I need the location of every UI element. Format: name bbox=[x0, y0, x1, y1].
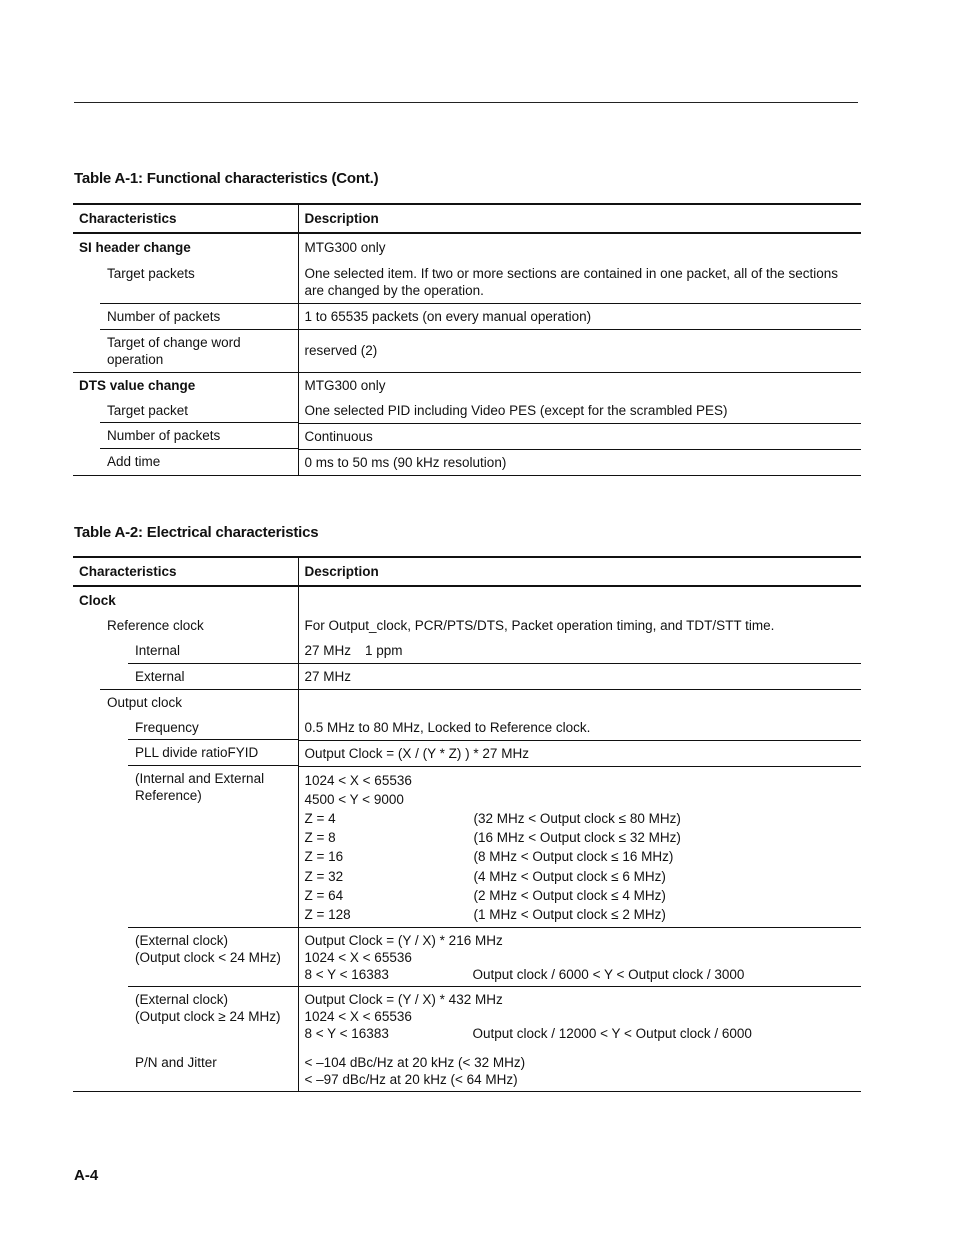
y-limit: Output clock / 6000 < Y < Output clock / 3000 bbox=[472, 967, 745, 983]
y-row bbox=[305, 966, 856, 983]
row-description bbox=[298, 928, 861, 987]
table-row bbox=[73, 638, 861, 664]
x-range: 1024 < X < 65536 bbox=[304, 1009, 412, 1025]
table1-caption: Table A-1: Functional characteristics (Cont.) bbox=[74, 170, 379, 187]
row-label: SI header change bbox=[73, 233, 298, 260]
z-range: (1 MHz < Output clock ≤ 2 MHz) bbox=[473, 906, 666, 922]
table-row bbox=[73, 740, 861, 766]
row-description bbox=[298, 987, 861, 1047]
y-limit: Output clock / 12000 < Y < Output clock / 6000 bbox=[472, 1026, 752, 1042]
table-row bbox=[73, 690, 861, 715]
z-value: Z = 128 bbox=[304, 906, 351, 922]
row-label: DTS value change bbox=[73, 372, 298, 398]
table-row bbox=[73, 233, 861, 260]
z-range: (32 MHz < Output clock ≤ 80 MHz) bbox=[473, 810, 681, 826]
z-value: Z = 4 bbox=[304, 810, 336, 826]
y-range: 8 < Y < 16383 bbox=[304, 967, 389, 983]
table-row bbox=[73, 304, 861, 330]
row-label: Reference clock bbox=[73, 613, 298, 638]
internal-ppm: 1 ppm bbox=[365, 643, 403, 658]
row-description: 0.5 MHz to 80 MHz, Locked to Reference clock. bbox=[298, 715, 861, 741]
z-value: Z = 32 bbox=[304, 868, 344, 884]
table-row bbox=[73, 372, 861, 398]
table-row bbox=[73, 260, 861, 304]
label-line: Reference) bbox=[135, 788, 202, 803]
row-label: Target packets bbox=[73, 260, 298, 304]
jitter-line: < –104 dBc/Hz at 20 kHz (< 32 MHz) bbox=[304, 1055, 526, 1071]
table-row bbox=[73, 664, 861, 690]
table-row bbox=[73, 330, 861, 373]
table-row bbox=[73, 715, 861, 741]
row-description: One selected PID including Video PES (except for the scrambled PES) bbox=[298, 398, 861, 424]
table-row bbox=[73, 586, 861, 613]
z-value: Z = 16 bbox=[304, 849, 344, 865]
table-header-row bbox=[73, 204, 861, 233]
label-line: (Internal and External bbox=[135, 771, 265, 786]
row-description: 0 ms to 50 ms (90 kHz resolution) bbox=[298, 449, 861, 475]
z-value: Z = 8 bbox=[304, 830, 336, 846]
z-range: (4 MHz < Output clock ≤ 6 MHz) bbox=[473, 868, 666, 884]
table-row bbox=[73, 613, 861, 638]
internal-frequency: 27 MHz bbox=[304, 643, 352, 658]
header-characteristics: Characteristics bbox=[73, 204, 298, 233]
row-label: P/N and Jitter bbox=[73, 1046, 298, 1092]
row-label: PLL divide ratioFYID bbox=[73, 740, 298, 766]
row-description bbox=[298, 690, 861, 715]
label-line: (External clock) bbox=[135, 991, 229, 1007]
y-range: 8 < Y < 16383 bbox=[304, 1026, 389, 1042]
row-label: External bbox=[73, 664, 298, 690]
y-row bbox=[305, 1025, 856, 1042]
formula: Output Clock = (Y / X) * 432 MHz bbox=[304, 992, 503, 1008]
row-description: MTG300 only bbox=[304, 377, 386, 393]
row-label: Output clock bbox=[73, 690, 298, 715]
row-label: Internal bbox=[73, 638, 298, 664]
row-label: Number of packets bbox=[73, 304, 298, 330]
table-row bbox=[73, 398, 861, 424]
z-row bbox=[305, 886, 856, 905]
row-description: reserved (2) bbox=[298, 330, 861, 373]
table2-caption: Table A-2: Electrical characteristics bbox=[74, 524, 319, 541]
page-number: A-4 bbox=[74, 1167, 99, 1184]
z-range: (16 MHz < Output clock ≤ 32 MHz) bbox=[473, 830, 681, 846]
row-description: Output Clock = (X / (Y * Z) ) * 27 MHz bbox=[298, 740, 861, 766]
label-line: (Output clock ≥ 24 MHz) bbox=[135, 1008, 281, 1024]
row-description: 1 to 65535 packets (on every manual operation) bbox=[298, 304, 861, 330]
y-range: 4500 < Y < 9000 bbox=[304, 791, 404, 807]
row-label bbox=[73, 928, 298, 987]
x-range: 1024 < X < 65536 bbox=[304, 772, 412, 788]
header-characteristics: Characteristics bbox=[73, 557, 298, 586]
table-row bbox=[73, 928, 861, 987]
row-description: Continuous bbox=[298, 423, 861, 449]
z-range: (8 MHz < Output clock ≤ 16 MHz) bbox=[473, 849, 674, 865]
header-description: Description bbox=[298, 557, 861, 586]
table-row bbox=[73, 987, 861, 1047]
jitter-line: < –97 dBc/Hz at 20 kHz (< 64 MHz) bbox=[304, 1072, 518, 1088]
z-row bbox=[305, 905, 856, 924]
label-line: (External clock) bbox=[135, 932, 229, 948]
z-row bbox=[305, 847, 856, 866]
z-range: (2 MHz < Output clock ≤ 4 MHz) bbox=[473, 887, 666, 903]
row-description bbox=[298, 766, 861, 928]
x-range: 1024 < X < 65536 bbox=[304, 950, 412, 966]
row-label: Add time bbox=[73, 449, 298, 475]
row-description: MTG300 only bbox=[304, 240, 386, 255]
row-description: One selected item. If two or more sections are contained in one packet, all of the sections are changed by the operation. bbox=[298, 260, 861, 304]
z-row bbox=[305, 828, 856, 847]
row-label-clock: Clock bbox=[73, 586, 298, 613]
row-label: Target of change word operation bbox=[73, 330, 298, 373]
formula: Output Clock = (Y / X) * 216 MHz bbox=[304, 933, 503, 949]
row-label bbox=[73, 987, 298, 1047]
label-line: (Output clock < 24 MHz) bbox=[135, 949, 281, 965]
row-description bbox=[298, 1046, 861, 1092]
row-label: Target packet bbox=[73, 398, 298, 424]
table-row bbox=[73, 423, 861, 449]
table-electrical-characteristics bbox=[73, 556, 861, 1092]
row-description: For Output_clock, PCR/PTS/DTS, Packet operation timing, and TDT/STT time. bbox=[304, 618, 775, 633]
z-row bbox=[305, 867, 856, 886]
table-row bbox=[73, 766, 861, 928]
row-label bbox=[73, 766, 298, 928]
z-value: Z = 64 bbox=[304, 887, 344, 903]
table-functional-characteristics bbox=[73, 203, 861, 476]
row-description: 27 MHz bbox=[298, 664, 861, 690]
row-description bbox=[298, 586, 861, 613]
table-row bbox=[73, 449, 861, 475]
row-label: Frequency bbox=[73, 715, 298, 741]
header-rule bbox=[74, 102, 858, 103]
row-description bbox=[298, 638, 861, 664]
row-label: Number of packets bbox=[73, 423, 298, 449]
z-row bbox=[305, 809, 856, 828]
table-row bbox=[73, 1046, 861, 1092]
table-header-row bbox=[73, 557, 861, 586]
header-description: Description bbox=[298, 204, 861, 233]
